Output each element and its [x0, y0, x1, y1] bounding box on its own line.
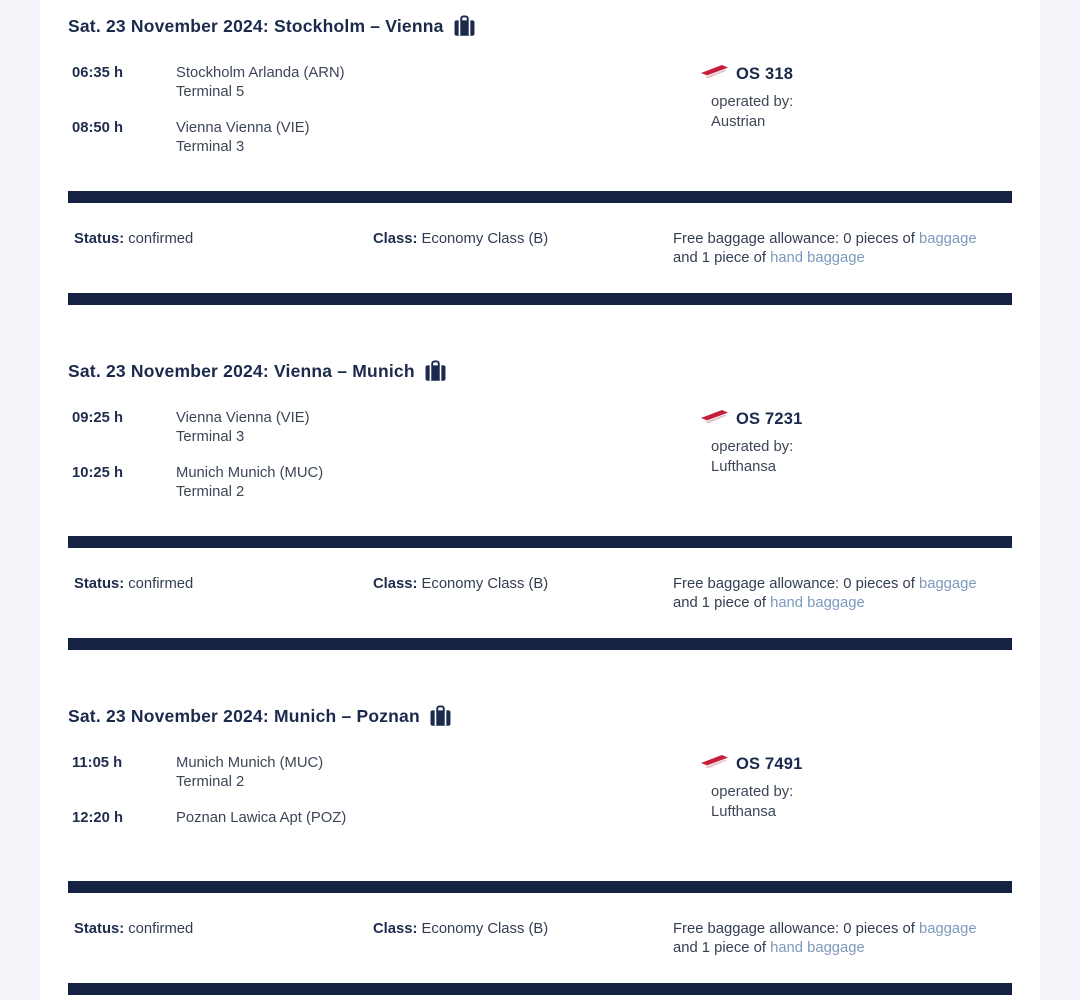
baggage-link[interactable]: baggage	[918, 231, 977, 247]
segment-title	[68, 14, 1012, 38]
class-label: Class:	[373, 576, 418, 592]
flight-segment	[68, 359, 1012, 650]
status-label: Status:	[74, 576, 125, 592]
segment-body	[68, 409, 1012, 503]
baggage-link[interactable]: baggage	[918, 576, 977, 592]
arrival-airport: Vienna Vienna (VIE)	[176, 120, 310, 136]
segment-title	[68, 359, 1012, 383]
flight-info	[700, 754, 1012, 848]
class-value: Economy Class (B)	[421, 921, 549, 937]
baggage-allowance-middle: and 1 piece of	[673, 940, 766, 956]
baggage-link[interactable]: baggage	[918, 921, 977, 937]
flight-segment	[68, 704, 1012, 995]
departure-terminal: Terminal 2	[176, 774, 245, 790]
divider-bar	[68, 293, 1012, 305]
arrival-time: 08:50 h	[72, 120, 123, 136]
arrival-time: 10:25 h	[72, 465, 123, 481]
departure-time: 06:35 h	[72, 65, 123, 81]
hand-baggage-link[interactable]: hand baggage	[770, 595, 865, 611]
baggage-icon	[429, 705, 452, 728]
route-list	[68, 64, 700, 158]
arrival-airport: Munich Munich (MUC)	[176, 465, 324, 481]
status-value: confirmed	[128, 231, 194, 247]
route-list	[68, 409, 700, 503]
itinerary-card	[40, 0, 1040, 1000]
departure-row	[68, 64, 700, 102]
flight-segment	[68, 14, 1012, 305]
baggage-allowance-prefix: Free baggage allowance: 0 pieces of	[673, 231, 915, 247]
segment-body	[68, 64, 1012, 158]
departure-terminal: Terminal 5	[176, 84, 245, 100]
departure-terminal: Terminal 3	[176, 429, 245, 445]
baggage-allowance-middle: and 1 piece of	[673, 595, 766, 611]
arrival-row	[68, 119, 700, 157]
baggage-allowance-text	[673, 920, 991, 958]
arrival-airport: Poznan Lawica Apt (POZ)	[176, 810, 347, 826]
operated-by-label: operated by:	[711, 784, 794, 800]
airline-logo-icon	[700, 64, 729, 85]
divider-bar	[68, 638, 1012, 650]
operating-carrier: Lufthansa	[711, 804, 776, 820]
baggage-icon	[453, 15, 476, 38]
departure-time: 09:25 h	[72, 410, 123, 426]
class-value: Economy Class (B)	[421, 231, 549, 247]
baggage-allowance-prefix: Free baggage allowance: 0 pieces of	[673, 921, 915, 937]
departure-airport: Stockholm Arlanda (ARN)	[176, 65, 345, 81]
status-label: Status:	[74, 921, 125, 937]
departure-airport: Vienna Vienna (VIE)	[176, 410, 310, 426]
operated-by-label: operated by:	[711, 94, 794, 110]
class-value: Economy Class (B)	[421, 576, 549, 592]
route-list	[68, 754, 700, 848]
divider-bar	[68, 983, 1012, 995]
airline-logo-icon	[700, 754, 729, 775]
status-label: Status:	[74, 231, 125, 247]
operating-carrier: Lufthansa	[711, 459, 776, 475]
segment-title-text: Sat. 23 November 2024: Stockholm – Vienna	[68, 15, 444, 36]
arrival-row	[68, 464, 700, 502]
hand-baggage-link[interactable]: hand baggage	[770, 250, 865, 266]
operated-by-label: operated by:	[711, 439, 794, 455]
flight-number: OS 7491	[736, 755, 803, 773]
arrival-time: 12:20 h	[72, 810, 123, 826]
departure-row	[68, 754, 700, 792]
status-value: confirmed	[128, 921, 194, 937]
departure-time: 11:05 h	[72, 755, 123, 771]
operating-carrier: Austrian	[711, 114, 766, 130]
segment-title	[68, 704, 1012, 728]
divider-bar	[68, 191, 1012, 203]
status-row	[68, 575, 1012, 613]
divider-bar	[68, 881, 1012, 893]
arrival-terminal: Terminal 2	[176, 484, 245, 500]
baggage-allowance-text	[673, 230, 991, 268]
baggage-icon	[424, 360, 447, 383]
segment-title-text: Sat. 23 November 2024: Munich – Poznan	[68, 705, 420, 726]
airline-logo-icon	[700, 409, 729, 430]
flight-info	[700, 64, 1012, 158]
baggage-allowance-middle: and 1 piece of	[673, 250, 766, 266]
segment-title-text: Sat. 23 November 2024: Vienna – Munich	[68, 360, 415, 381]
baggage-allowance-prefix: Free baggage allowance: 0 pieces of	[673, 576, 915, 592]
baggage-allowance-text	[673, 575, 991, 613]
hand-baggage-link[interactable]: hand baggage	[770, 940, 865, 956]
class-label: Class:	[373, 231, 418, 247]
arrival-terminal: Terminal 3	[176, 139, 245, 155]
segment-body	[68, 754, 1012, 848]
status-row	[68, 920, 1012, 958]
flight-number: OS 7231	[736, 410, 803, 428]
flight-number: OS 318	[736, 65, 794, 83]
status-row	[68, 230, 1012, 268]
class-label: Class:	[373, 921, 418, 937]
departure-airport: Munich Munich (MUC)	[176, 755, 324, 771]
departure-row	[68, 409, 700, 447]
arrival-row	[68, 809, 700, 828]
flight-info	[700, 409, 1012, 503]
status-value: confirmed	[128, 576, 194, 592]
divider-bar	[68, 536, 1012, 548]
